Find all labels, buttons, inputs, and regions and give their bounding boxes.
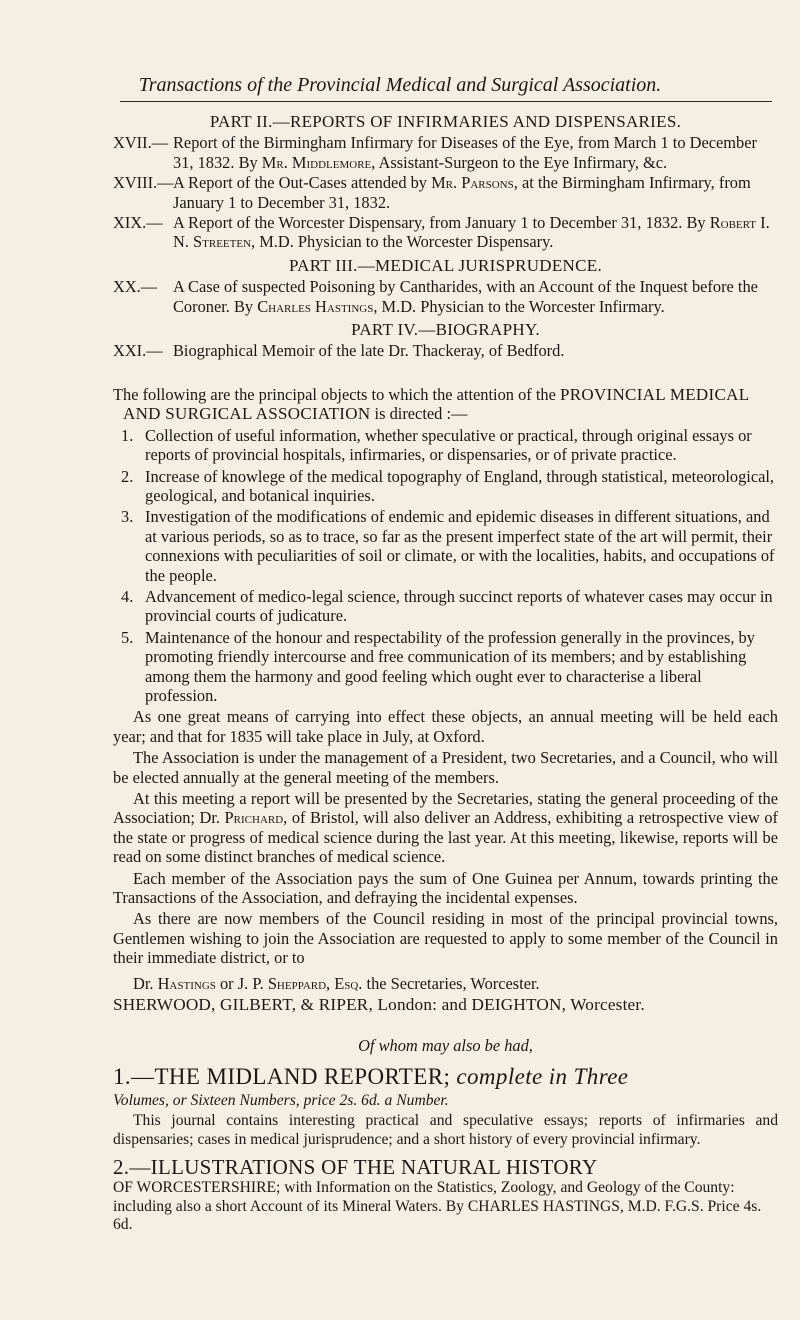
part-4-heading: PART IV.—BIOGRAPHY. bbox=[351, 320, 540, 340]
part-2-heading: PART II.—REPORTS OF INFIRMARIES AND DISPENSARIES. bbox=[209, 112, 682, 131]
objects-intro: The following are the principal objects to which the attention of the PROVINCIAL MEDICAL AND SURGICAL ASSOCIATION is directed :— bbox=[113, 384, 749, 424]
object-item: 4. Advancement of medico-legal science, through succinct reports of whatever cases may occur in provincial courts of judicature. bbox=[121, 586, 773, 626]
also-had-line: Of whom may also be had, bbox=[358, 1036, 533, 1056]
ad-midland-reporter-title: 1.—THE MIDLAND REPORTER; complete in Three bbox=[113, 1063, 629, 1089]
entry-xviii: XVIII.— A Report of the Out-Cases attended by Mr. Parsons, at the Birmingham Infirmary, from January 1 to December 31, 1832. bbox=[113, 173, 751, 212]
entry-xxi: XXI.— Biographical Memoir of the late Dr. Thackeray, of Bedford. bbox=[113, 341, 565, 361]
object-item: 2. Increase of knowlege of the medical topography of England, through statistical, meteorological, geological, and botanical inquiries. bbox=[121, 466, 775, 505]
page-body bbox=[113, 108, 778, 1234]
object-item: 1. Collection of useful information, whether speculative or practical, through original essays or reports of provincial hospitals, infirmaries, or dispensaries, or of private practice. bbox=[121, 425, 752, 465]
publisher-line: SHERWOOD, GILBERT, & RIPER, London: and DEIGHTON, Worcester. bbox=[113, 995, 645, 1015]
paragraph-subscription: Each member of the Association pays the sum of One Guinea per Annum, towards printing the Transactions of the Association, and defraying the incidental expenses. bbox=[113, 868, 778, 908]
paragraph-annual-meeting: As one great means of carrying into effect these objects, an annual meeting will be held each year; and that for 1835 will take place in July, at Oxford. bbox=[113, 707, 778, 746]
ad-natural-history-title: 2.—ILLUSTRATIONS OF THE NATURAL HISTORY bbox=[113, 1155, 598, 1180]
ad-natural-history-body: OF WORCESTERSHIRE; with Information on the Statistics, Zoology, and Geology of the County: including also a short Account of its Mineral Waters. By CHARLES HASTINGS, M.D. F.G.S. Price 4s. 6d. bbox=[113, 1179, 762, 1233]
ad-midland-reporter-price: Volumes, or Sixteen Numbers, price 2s. 6d. a Number. bbox=[113, 1091, 449, 1109]
entry-xix: XIX.— A Report of the Worcester Dispensary, from January 1 to December 31, 1832. By Robert I. N. Streeten, M.D. Physician to the Worcester Dispensary. bbox=[113, 213, 770, 252]
entry-xvii: XVII.— Report of the Birmingham Infirmary for Diseases of the Eye, from March 1 to December 31, 1832. By Mr. Middlemore, Assistant-Surgeon to the Eye Infirmary, &c. bbox=[113, 133, 757, 172]
secretaries-address: Dr. Hastings or J. P. Sheppard, Esq. the Secretaries, Worcester. bbox=[133, 973, 540, 993]
paragraph-management: The Association is under the management of a President, two Secretaries, and a Council, who will be elected annually at the general meeting of the members. bbox=[113, 748, 778, 787]
paragraph-report: At this meeting a report will be presented by the Secretaries, stating the general proceeding of the Association; Dr. Prichard, of Bristol, will also deliver an Address, exhibiting a retrospective view of the state or progress of medical science during the last year. At this meeting, likewise, reports will be read on some distinct branches of medical science. bbox=[113, 789, 778, 867]
entry-xx: XX.— A Case of suspected Poisoning by Cantharides, with an Account of the Inquest before the Coroner. By Charles Hastings, M.D. Physician to the Worcester Infirmary. bbox=[113, 277, 758, 316]
running-header: Transactions of the Provincial Medical and Surgical Association. bbox=[138, 74, 662, 96]
header-rule bbox=[120, 101, 772, 102]
ad-midland-reporter-body: This journal contains interesting practical and speculative essays; reports of infirmaries and dispensaries; cases in medical jurisprudence; and a short history of every provincial infirmary. bbox=[113, 1112, 778, 1148]
object-item: 5. Maintenance of the honour and respectability of the profession generally in the provinces, by promoting friendly intercourse and free communication of its members; and by establishing among them the harmony and good feeling which ought ever to characterise a liberal profession. bbox=[121, 627, 755, 705]
object-item: 3. Investigation of the modifications of endemic and epidemic diseases in different situations, and at various periods, so as to trace, so far as the present imperfect state of the art will permit, their connexions with peculiarities of soil or climate, or with the localities, habits, and occupations of the people. bbox=[121, 507, 775, 585]
part-3-heading: PART III.—MEDICAL JURISPRUDENCE. bbox=[288, 255, 603, 275]
paragraph-council: As there are now members of the Council residing in most of the principal provincial towns, Gentlemen wishing to join the Association are requested to apply to some member of the Council in their immediate district, or to bbox=[113, 909, 778, 968]
